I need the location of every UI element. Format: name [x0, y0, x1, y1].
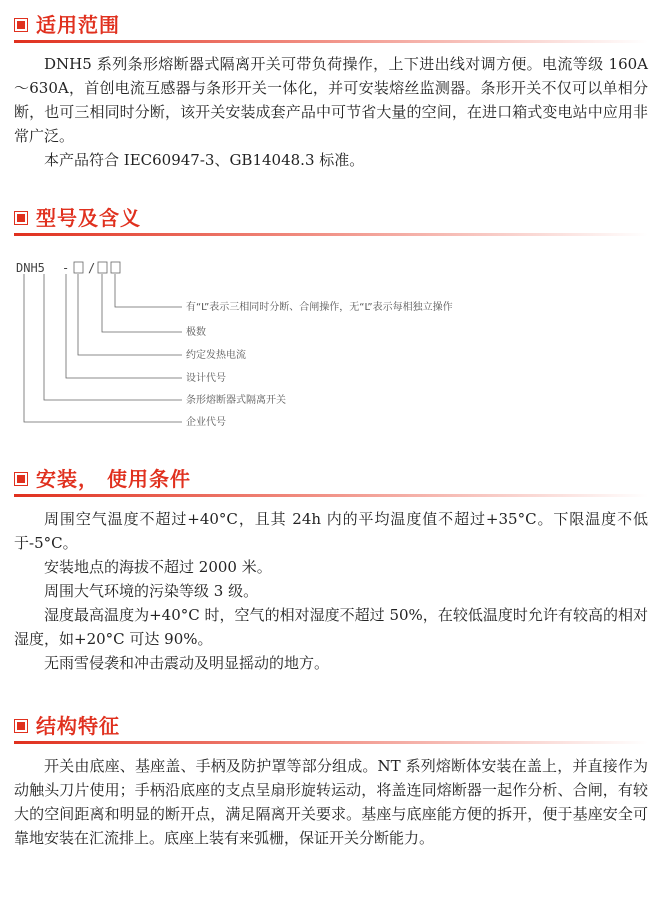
installation-body — [14, 507, 648, 675]
model-code-dash: - — [62, 261, 70, 275]
section-header — [14, 711, 648, 745]
section-title: 适用范围 — [36, 13, 120, 37]
applicable-body — [14, 52, 648, 172]
section-divider — [14, 233, 648, 236]
bullet-square-icon — [14, 211, 28, 225]
section-header — [14, 464, 648, 498]
diagram-label: 企业代号 — [186, 417, 226, 428]
paragraph: 开关由底座、基座盖、手柄及防护罩等部分组成。NT 系列熔断体安装在盖上，并直接作为动触头刀片使用；手柄沿底座的支点呈扇形旋转运动，将盖连同熔断器一起作分析、合闸，有较大的空间距离和明显的断开点，满足隔离开关要求。基座与底座能方便的拆开，便于基座安全可靠地安装在汇流排上。底座上装有来弧栅，保证开关分断能力。 — [14, 757, 648, 847]
section-header — [14, 203, 648, 237]
section-title: 结构特征 — [36, 714, 120, 738]
structure-body — [14, 754, 648, 850]
section-title: 安装， 使用条件 — [36, 467, 191, 491]
diagram-label: 有“L”表示三相同时分断、合闸操作，无“L”表示每相独立操作 — [186, 302, 453, 313]
paragraph: 周围大气环境的污染等级 3 级。 — [44, 582, 259, 600]
diagram-label: 约定发热电流 — [186, 350, 246, 361]
section-divider — [14, 741, 648, 744]
code-box — [111, 262, 120, 273]
paragraph: 安装地点的海拔不超过 2000 米。 — [44, 558, 272, 576]
section-divider — [14, 40, 648, 43]
code-box — [98, 262, 107, 273]
paragraph: 周围空气温度不超过+40°C，且其 24h 内的平均温度值不超过+35°C。下限温度不低于-5°C。 — [14, 510, 648, 552]
bullet-square-icon — [14, 719, 28, 733]
model-code-diagram — [14, 254, 574, 434]
model-code-prefix: DNH5 — [16, 261, 45, 275]
section-title: 型号及含义 — [36, 206, 141, 230]
section-header — [14, 10, 648, 44]
paragraph: DNH5 系列条形熔断器式隔离开关可带负荷操作，上下进出线对调方便。电流等级 160A～630A，首创电流互感器与条形开关一体化，并可安装熔丝监测器。条形开关不仅可以单相分断，也可三相同时分断，该开关安装成套产品中可节省大量的空间，在进口箱式变电站中应用非常广泛。 — [14, 55, 648, 145]
paragraph: 无雨雪侵袭和冲击震动及明显摇动的地方。 — [44, 654, 330, 672]
diagram-label: 条形熔断器式隔离开关 — [186, 395, 286, 406]
diagram-leader-lines — [24, 274, 182, 422]
diagram-label: 极数 — [186, 327, 206, 338]
bullet-square-icon — [14, 18, 28, 32]
section-divider — [14, 494, 648, 497]
model-code-slash: / — [88, 261, 96, 275]
paragraph: 本产品符合 IEC60947-3、GB14048.3 标准。 — [44, 151, 365, 169]
paragraph: 湿度最高温度为+40°C 时，空气的相对湿度不超过 50%，在较低温度时允许有较高的相对湿度，如+20°C 可达 90%。 — [14, 606, 648, 648]
bullet-square-icon — [14, 472, 28, 486]
code-box — [74, 262, 83, 273]
diagram-label: 设计代号 — [186, 373, 226, 384]
